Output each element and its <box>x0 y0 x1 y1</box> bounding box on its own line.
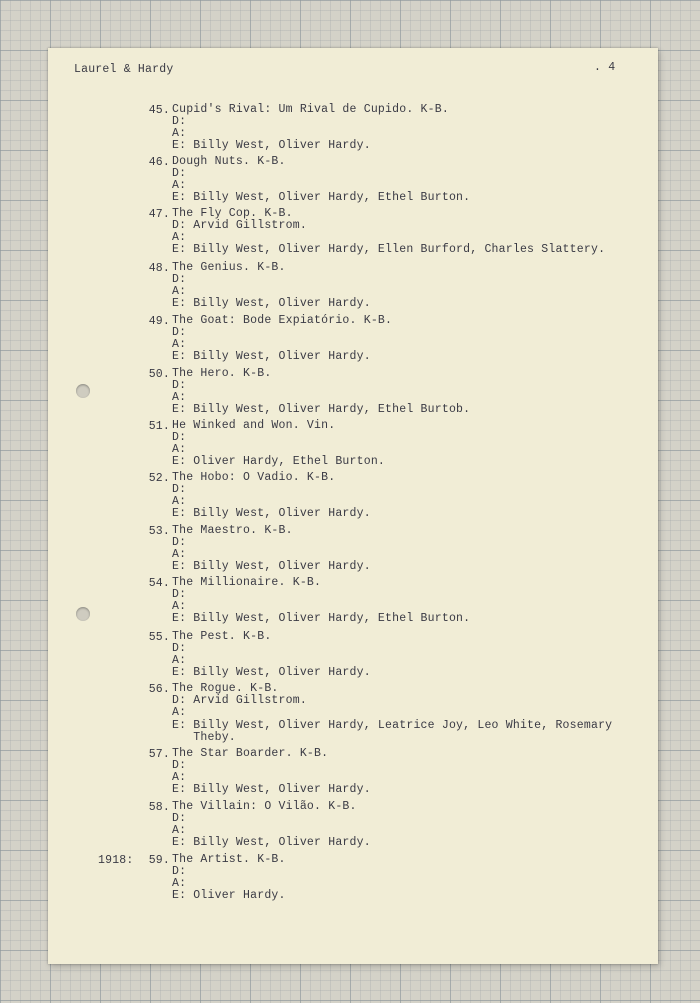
entry-cast: E: Billy West, Oliver Hardy. <box>172 666 371 679</box>
header-title: Laurel & Hardy <box>74 63 174 76</box>
typed-page <box>48 48 658 964</box>
entry-cast: E: Billy West, Oliver Hardy. <box>172 560 371 573</box>
entry-cast: E: Oliver Hardy. <box>172 889 286 902</box>
entry-director: D: <box>172 536 187 549</box>
entry-number: 49. <box>148 315 170 328</box>
entry-author: A: <box>172 285 187 298</box>
entry-number: 57. <box>148 748 170 761</box>
entry-author: A: <box>172 824 187 837</box>
entry-author: A: <box>172 548 187 561</box>
entry-number: 45. <box>148 104 170 117</box>
entry-director: D: Arvid Gillstrom. <box>172 219 307 232</box>
punch-hole <box>76 384 90 398</box>
entry-director: D: <box>172 167 187 180</box>
entry-director: D: <box>172 865 187 878</box>
entry-cast: E: Billy West, Oliver Hardy, Ethel Burtob. <box>172 403 471 416</box>
entry-cast: E: Billy West, Oliver Hardy, Ethel Burton. <box>172 612 471 625</box>
entry-title: The Villain: O Vilão. K-B. <box>172 800 357 813</box>
entry-number: 46. <box>148 156 170 169</box>
entry-title: The Rogue. K-B. <box>172 682 279 695</box>
entry-author: A: <box>172 179 187 192</box>
entry-cast: E: Billy West, Oliver Hardy, Leatrice Joy, Leo White, Rosemary <box>172 719 613 732</box>
entry-author: A: <box>172 391 187 404</box>
entry-cast: E: Billy West, Oliver Hardy. <box>172 836 371 849</box>
entry-cast: E: Oliver Hardy, Ethel Burton. <box>172 455 386 468</box>
entry-title: The Genius. K-B. <box>172 261 286 274</box>
entry-director: D: <box>172 431 187 444</box>
entry-director: D: <box>172 326 187 339</box>
entry-cast: E: Billy West, Oliver Hardy. <box>172 139 371 152</box>
entry-author: A: <box>172 877 187 890</box>
entry-title: The Star Boarder. K-B. <box>172 747 329 760</box>
entry-title: He Winked and Won. Vin. <box>172 419 336 432</box>
entry-cast: E: Billy West, Oliver Hardy. <box>172 783 371 796</box>
entry-cast: E: Billy West, Oliver Hardy, Ethel Burton. <box>172 191 471 204</box>
entry-title: Dough Nuts. K-B. <box>172 155 286 168</box>
entry-number: 55. <box>148 631 170 644</box>
punch-hole <box>76 607 90 621</box>
entry-title: The Millionaire. K-B. <box>172 576 322 589</box>
entry-director: D: Arvid Gillstrom. <box>172 694 307 707</box>
entry-director: D: <box>172 759 187 772</box>
entry-author: A: <box>172 654 187 667</box>
entry-director: D: <box>172 812 187 825</box>
entry-author: A: <box>172 771 187 784</box>
entry-author: A: <box>172 127 187 140</box>
entry-number: 58. <box>148 801 170 814</box>
entry-number: 53. <box>148 525 170 538</box>
entry-director: D: <box>172 273 187 286</box>
entry-year: 1918: <box>98 854 134 867</box>
entry-title: Cupid's Rival: Um Rival de Cupido. K-B. <box>172 103 449 116</box>
entry-director: D: <box>172 115 187 128</box>
entry-author: A: <box>172 338 187 351</box>
entry-title: The Pest. K-B. <box>172 630 272 643</box>
entry-director: D: <box>172 379 187 392</box>
entry-title: The Artist. K-B. <box>172 853 286 866</box>
entry-cast: E: Billy West, Oliver Hardy. <box>172 350 371 363</box>
entry-title: The Goat: Bode Expiatório. K-B. <box>172 314 393 327</box>
entry-number: 48. <box>148 262 170 275</box>
entry-author: A: <box>172 600 187 613</box>
entry-title: The Hero. K-B. <box>172 367 272 380</box>
entry-director: D: <box>172 483 187 496</box>
entry-director: D: <box>172 588 187 601</box>
entry-author: A: <box>172 706 187 719</box>
entry-title: The Hobo: O Vadio. K-B. <box>172 471 336 484</box>
entry-author: A: <box>172 231 187 244</box>
page-number: . 4 <box>594 61 616 74</box>
entry-title: The Fly Cop. K-B. <box>172 207 293 220</box>
entry-author: A: <box>172 495 187 508</box>
entry-title: The Maestro. K-B. <box>172 524 293 537</box>
entry-number: 59. <box>148 854 170 867</box>
entry-cast: E: Billy West, Oliver Hardy. <box>172 507 371 520</box>
entry-number: 47. <box>148 208 170 221</box>
entry-number: 51. <box>148 420 170 433</box>
entry-cast-continued: Theby. <box>172 731 236 744</box>
entry-number: 50. <box>148 368 170 381</box>
entry-cast: E: Billy West, Oliver Hardy. <box>172 297 371 310</box>
entry-number: 56. <box>148 683 170 696</box>
entry-director: D: <box>172 642 187 655</box>
entry-number: 54. <box>148 577 170 590</box>
entry-cast: E: Billy West, Oliver Hardy, Ellen Burford, Charles Slattery. <box>172 243 606 256</box>
entry-number: 52. <box>148 472 170 485</box>
entry-author: A: <box>172 443 187 456</box>
